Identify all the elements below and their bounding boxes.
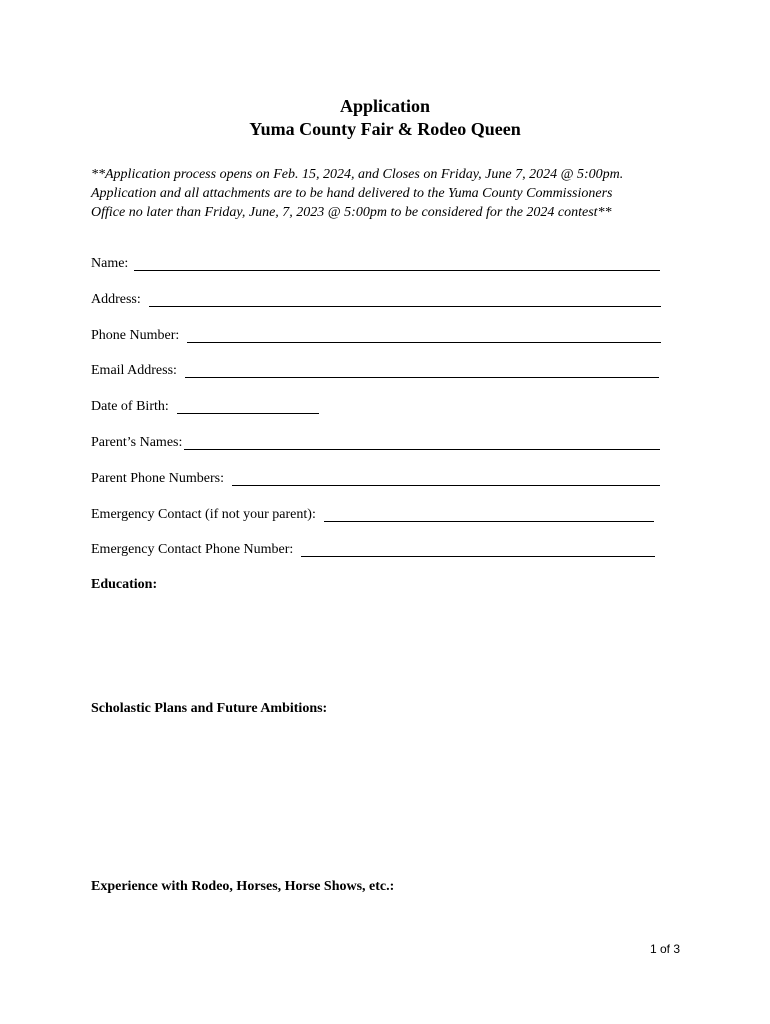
emergency-contact-label: Emergency Contact (if not your parent): bbox=[91, 507, 316, 522]
title-block bbox=[0, 95, 770, 141]
emergency-phone-label: Emergency Contact Phone Number: bbox=[91, 542, 294, 557]
address-input-line[interactable] bbox=[149, 292, 661, 307]
name-label: Name: bbox=[91, 256, 129, 271]
parent-phone-input-line[interactable] bbox=[232, 471, 660, 486]
emergency-phone-field bbox=[91, 539, 655, 559]
dob-input-line[interactable] bbox=[177, 399, 319, 414]
page-number: 1 of 3 bbox=[649, 942, 680, 956]
education-heading: Education: bbox=[91, 577, 158, 592]
dob-label: Date of Birth: bbox=[91, 399, 169, 414]
scholastic-heading: Scholastic Plans and Future Ambitions: bbox=[91, 701, 328, 716]
notice-line-2: Application and all attachments are to be hand delivered to the Yuma County Commissioners bbox=[91, 186, 613, 201]
emergency-contact-input-line[interactable] bbox=[324, 507, 654, 522]
address-label: Address: bbox=[91, 292, 141, 307]
page-subtitle: Yuma County Fair & Rodeo Queen bbox=[249, 119, 521, 139]
address-field bbox=[91, 289, 661, 309]
page-title: Application bbox=[339, 96, 431, 116]
notice-line-1: **Application process opens on Feb. 15, 2024, and Closes on Friday, June 7, 2024 @ 5:00pm. bbox=[91, 167, 624, 182]
emergency-phone-input-line[interactable] bbox=[301, 542, 655, 557]
parents-names-field bbox=[91, 432, 660, 452]
parents-names-input-line[interactable] bbox=[184, 435, 660, 450]
application-notice bbox=[91, 165, 691, 222]
notice-line-3: Office no later than Friday, June, 7, 2023 @ 5:00pm to be considered for the 2024 contest** bbox=[91, 205, 612, 220]
email-field bbox=[91, 360, 659, 380]
email-label: Email Address: bbox=[91, 363, 177, 378]
name-input-line[interactable] bbox=[134, 256, 660, 271]
parents-names-label: Parent’s Names: bbox=[91, 435, 183, 450]
parent-phone-field bbox=[91, 468, 660, 488]
emergency-contact-field bbox=[91, 504, 654, 524]
phone-field bbox=[91, 325, 661, 345]
experience-heading: Experience with Rodeo, Horses, Horse Shows, etc.: bbox=[91, 879, 395, 894]
phone-input-line[interactable] bbox=[187, 328, 661, 343]
dob-field bbox=[91, 396, 319, 416]
email-input-line[interactable] bbox=[185, 363, 659, 378]
name-field bbox=[91, 253, 660, 273]
phone-label: Phone Number: bbox=[91, 328, 180, 343]
parent-phone-label: Parent Phone Numbers: bbox=[91, 471, 224, 486]
